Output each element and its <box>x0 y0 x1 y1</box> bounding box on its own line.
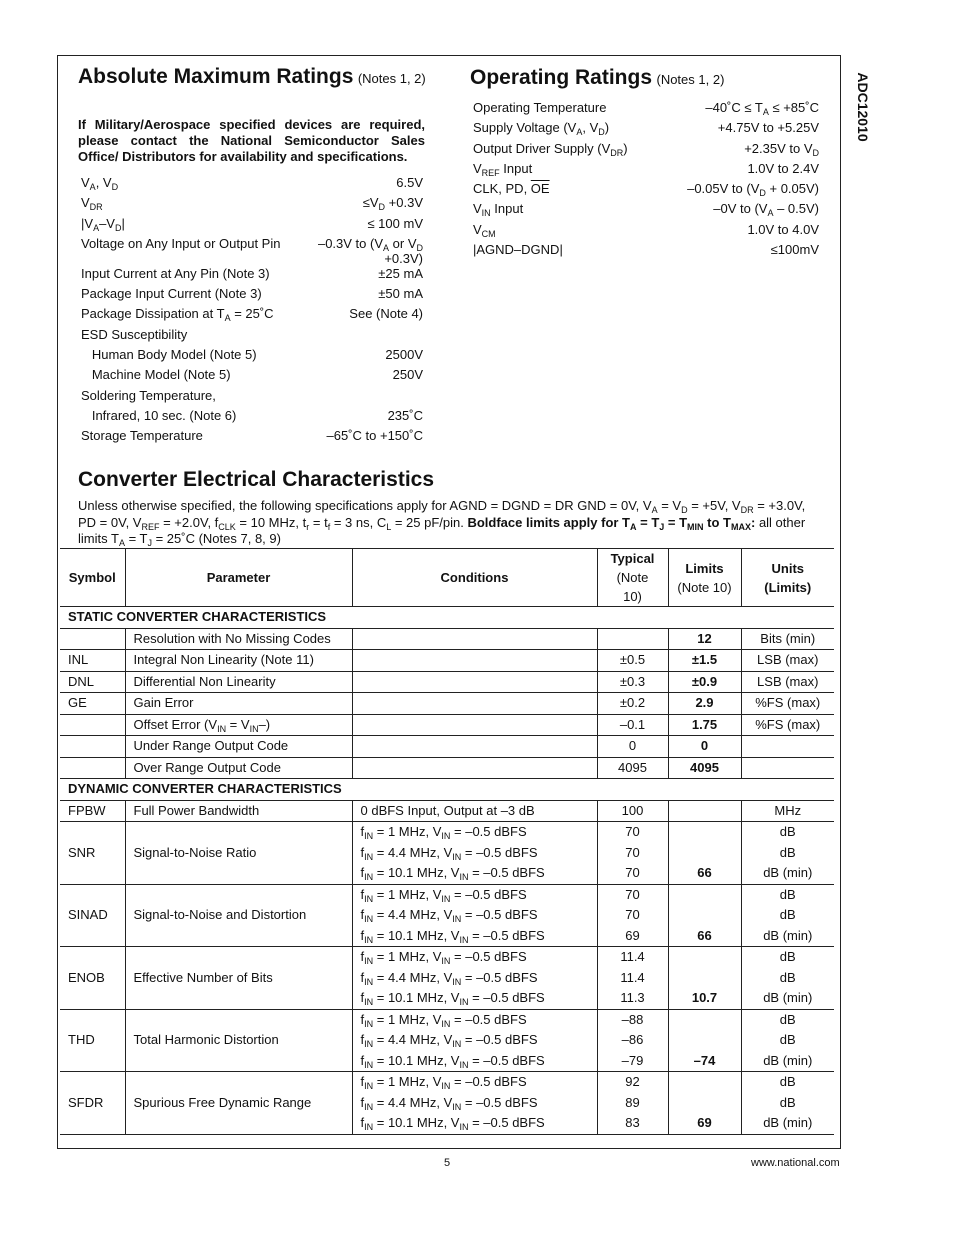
cell-parameter: Gain Error <box>125 693 352 715</box>
abs-max-label: Human Body Model (Note 5) <box>81 347 257 363</box>
abs-max-notes: (Notes 1, 2) <box>357 71 426 86</box>
abs-max-value: $\le V_D +0.3V$ <box>362 195 423 213</box>
cell-typical-line: 70 <box>625 907 640 922</box>
cell-limit-line: 69 <box>697 1115 712 1130</box>
cell-conditions <box>352 1009 597 1072</box>
cell-typical <box>597 822 668 885</box>
cell-typical-line: 11.4 <box>620 949 645 964</box>
cell-typical-line: 70 <box>625 886 640 902</box>
cell-symbol: DNL <box>60 671 125 693</box>
cell-typical <box>597 1072 668 1135</box>
abs-max-heading <box>78 66 428 90</box>
cell-limit-line: 66 <box>697 927 712 943</box>
op-rating-label: Operating Temperature <box>473 100 607 115</box>
op-rating-value: –0.05V to $(V_D + 0.05V)$ <box>687 181 819 199</box>
cell-limit-line: –74 <box>693 1052 716 1068</box>
cell-conditions <box>352 757 597 779</box>
op-rating-label: Supply Voltage ($V_A$, $V_D$) <box>473 120 610 138</box>
op-rating-row <box>473 222 819 242</box>
cell-conditions <box>352 884 597 947</box>
cell-typical: ±0.2 <box>597 693 668 715</box>
cell-typical: –0.1 <box>597 714 668 736</box>
cell-limit-line <box>677 885 733 906</box>
cell-limit <box>668 1009 741 1072</box>
abs-max-row <box>81 286 423 306</box>
abs-max-value <box>305 388 423 408</box>
abs-max-label: Package Input Current (Note 3) <box>81 286 262 302</box>
table-row <box>60 736 834 758</box>
header-conditions: Conditions <box>352 549 597 607</box>
cell-units <box>741 822 834 885</box>
op-rating-label: $V_{REF}$ Input <box>473 160 533 178</box>
cell-typical-line: 70 <box>625 865 640 880</box>
op-rating-row <box>473 181 819 201</box>
side-part-label <box>846 55 876 175</box>
cell-units-line: dB (min) <box>763 1115 813 1130</box>
cell-conditions-line: $f_{IN} = 10.1$ MHz, $V_{IN} = -0.5$ dBFS <box>360 1115 545 1132</box>
cell-units-line: dB (min) <box>763 990 813 1005</box>
table-row <box>60 947 834 1010</box>
page-number: 5 <box>444 1157 451 1169</box>
cell-symbol: SFDR <box>60 1072 125 1135</box>
abs-max-row <box>81 195 423 215</box>
cell-conditions <box>352 650 597 672</box>
op-ratings-title: Operating Ratings <box>470 66 653 89</box>
cell-units-line: dB <box>779 969 796 985</box>
cell-conditions-line: $f_{IN} = 4.4$ MHz, $V_{IN} = -0.5$ dBFS <box>360 1032 538 1049</box>
op-rating-row <box>473 201 819 221</box>
op-ratings-heading <box>470 66 724 90</box>
cell-conditions-line: $f_{IN} = 1$ MHz, $V_{IN} = -0.5$ dBFS <box>360 824 527 841</box>
cell-limit-line <box>677 968 733 989</box>
cell-units <box>741 884 834 947</box>
cell-units-line: dB <box>779 844 796 860</box>
cell-parameter: Over Range Output Code <box>125 757 352 779</box>
cell-parameter: Under Range Output Code <box>125 736 352 758</box>
abs-max-value <box>305 327 423 347</box>
abs-max-label: $V_{DR}$ <box>81 195 103 213</box>
table-row <box>60 714 834 736</box>
cell-units-line: dB <box>779 949 796 964</box>
abs-max-value: ≤ 100 mV <box>367 215 423 231</box>
cell-symbol <box>60 757 125 779</box>
cell-typical-line: 69 <box>625 927 640 943</box>
cell-conditions <box>352 628 597 650</box>
abs-max-value: See (Note 4) <box>349 306 423 322</box>
op-rating-value: –40˚C ≤ $T_A$ ≤ +85˚C <box>705 100 819 117</box>
cell-units: %FS (max) <box>741 714 834 736</box>
abs-max-label: Input Current at Any Pin (Note 3) <box>81 265 270 281</box>
abs-max-label: $|V_A-V_D|$ <box>81 215 125 233</box>
characteristics-table <box>60 548 834 1135</box>
cell-units <box>741 736 834 758</box>
abs-max-value: ±50 mA <box>378 286 423 302</box>
cell-limit <box>668 884 741 947</box>
cell-units-line: dB <box>779 907 796 922</box>
op-rating-row <box>473 242 819 262</box>
cell-units-line: dB (min) <box>763 927 813 943</box>
cell-limit-line <box>677 843 733 864</box>
cell-typical <box>597 884 668 947</box>
cell-parameter: Spurious Free Dynamic Range <box>125 1072 352 1135</box>
op-rating-value: +4.75V to +5.25V <box>717 120 819 136</box>
cell-typical <box>597 947 668 1010</box>
cell-symbol: INL <box>60 650 125 672</box>
cell-typical-line: 70 <box>625 844 640 860</box>
part-number: ADC12010 <box>855 72 871 142</box>
cell-symbol <box>60 628 125 650</box>
cell-limit-line <box>677 947 733 968</box>
cell-units-line: dB <box>779 1011 796 1027</box>
table-row <box>60 884 834 947</box>
table-row <box>60 693 834 715</box>
op-rating-label: CLK, PD, $\overline{OE}$ <box>473 181 550 197</box>
op-rating-row <box>473 120 819 140</box>
header-parameter: Parameter <box>125 549 352 607</box>
cell-units-line: dB (min) <box>763 1052 813 1068</box>
abs-max-value: 235˚C <box>387 407 423 423</box>
cell-typical-line: –86 <box>621 1032 644 1047</box>
table-row <box>60 671 834 693</box>
cell-units: MHz <box>741 800 834 822</box>
cec-title: Converter Electrical Characteristics <box>78 468 435 491</box>
cell-typical-line: –79 <box>621 1052 644 1068</box>
cell-limit <box>668 1072 741 1135</box>
table-row <box>60 1072 834 1135</box>
abs-max-label: Machine Model (Note 5) <box>81 367 231 383</box>
cell-conditions-line: $f_{IN} = 10.1$ MHz, $V_{IN} = -0.5$ dBFS <box>360 1052 545 1070</box>
cell-typical <box>597 628 668 650</box>
op-rating-label: $V_{IN}$ Input <box>473 201 524 219</box>
cell-units <box>741 947 834 1010</box>
cell-limit-line <box>677 905 733 926</box>
cell-units <box>741 1072 834 1135</box>
table-row <box>60 650 834 672</box>
cell-symbol: SINAD <box>60 884 125 947</box>
cell-limit: 2.9 <box>668 693 741 715</box>
cell-symbol <box>60 736 125 758</box>
abs-max-value: 6.5V <box>396 175 423 190</box>
cell-typical: ±0.3 <box>597 671 668 693</box>
cell-typical-line: –88 <box>621 1011 644 1027</box>
cell-conditions <box>352 714 597 736</box>
abs-max-table <box>81 175 423 449</box>
cell-units: Bits (min) <box>741 628 834 650</box>
cell-limit-line <box>677 822 733 843</box>
op-rating-value: ≤100mV <box>770 242 819 258</box>
op-rating-label: Output Driver Supply $(V_{DR})$ <box>473 140 628 158</box>
cell-typical: 100 <box>597 800 668 822</box>
cell-parameter: Differential Non Linearity <box>125 671 352 693</box>
op-rating-row <box>473 100 819 120</box>
cell-conditions <box>352 822 597 885</box>
cell-conditions-line: $f_{IN} = 1$ MHz, $V_{IN} = -0.5$ dBFS <box>360 949 527 966</box>
cell-symbol: THD <box>60 1009 125 1072</box>
cell-conditions-line: $f_{IN} = 1$ MHz, $V_{IN} = -0.5$ dBFS <box>360 1074 527 1091</box>
cell-conditions: 0 dBFS Input, Output at –3 dB <box>352 800 597 822</box>
cell-limit-line: 66 <box>697 865 712 880</box>
table-row <box>60 822 834 885</box>
cell-limit: ±0.9 <box>668 671 741 693</box>
abs-max-value: ±25 mA <box>378 265 423 281</box>
cell-typical-line: 11.4 <box>620 969 645 985</box>
cell-conditions <box>352 1072 597 1135</box>
cell-limit: 12 <box>668 628 741 650</box>
cell-typical-line: 83 <box>625 1115 640 1130</box>
abs-max-value: 2500V <box>385 347 423 363</box>
table-header-row <box>60 549 834 607</box>
cec-intro: Unless otherwise specified, the following specifications apply for AGND = DGND = DR GND = 0V, $V_A = V_D = +5V$, $V_{DR} = +3.0V$, PD = 0V, $V_{REF} = +2.0V$, $f_{CLK} = 10$ MHz, $t_r = t_f = 3$ ns, $C_L = 25$ pF/pin. Boldface limits apply for $T_A = T_J = T_{MIN}$ to $T_{MAX}$: all other limits $T_A = T_J$ = 25˚C (Notes 7, 8, 9) <box>78 498 806 548</box>
abs-max-label: Package Dissipation at $T_A$ = 25˚C <box>81 306 274 324</box>
cell-conditions-line: $f_{IN} = 1$ MHz, $V_{IN} = -0.5$ dBFS <box>360 1011 527 1029</box>
cell-conditions <box>352 671 597 693</box>
abs-max-row <box>81 236 423 266</box>
cell-limit-line <box>677 1093 733 1114</box>
op-ratings-table <box>473 100 819 262</box>
header-limits: Limits (Note 10) <box>668 549 741 607</box>
cell-limit-line <box>677 1010 733 1031</box>
cell-typical: ±0.5 <box>597 650 668 672</box>
cell-conditions-line: $f_{IN} = 4.4$ MHz, $V_{IN} = -0.5$ dBFS <box>360 969 538 987</box>
abs-max-value: –0.3V to ($V_A$ or $V_D$ +0.3V) <box>317 235 423 266</box>
dynamic-section-title: DYNAMIC CONVERTER CHARACTERISTICS <box>60 779 834 801</box>
cell-parameter: Effective Number of Bits <box>125 947 352 1010</box>
cell-conditions <box>352 693 597 715</box>
cell-units-line: dB <box>779 1032 796 1047</box>
cell-conditions-line: $f_{IN} = 1$ MHz, $V_{IN} = -0.5$ dBFS <box>360 886 527 904</box>
abs-max-value: –65˚C to +150˚C <box>326 428 423 444</box>
cell-parameter: Resolution with No Missing Codes <box>125 628 352 650</box>
cell-limit: 4095 <box>668 757 741 779</box>
cell-units-line: dB <box>779 1074 796 1089</box>
static-section-title-row <box>60 607 834 629</box>
cell-conditions <box>352 947 597 1010</box>
cell-parameter: Signal-to-Noise and Distortion <box>125 884 352 947</box>
abs-max-label: Soldering Temperature, <box>81 387 216 403</box>
cell-symbol: FPBW <box>60 800 125 822</box>
abs-max-value: 250V <box>392 367 423 383</box>
abs-max-row <box>81 216 423 236</box>
abs-max-label: Storage Temperature <box>81 428 203 444</box>
cell-units: %FS (max) <box>741 693 834 715</box>
table-row <box>60 628 834 650</box>
cell-typical: 0 <box>597 736 668 758</box>
op-rating-value: 1.0V to 4.0V <box>747 221 819 237</box>
cell-typical: 4095 <box>597 757 668 779</box>
cell-limit: ±1.5 <box>668 650 741 672</box>
cell-parameter: Signal-to-Noise Ratio <box>125 822 352 885</box>
op-rating-label: |AGND–DGND| <box>473 242 563 258</box>
cell-limit <box>668 800 741 822</box>
table-row <box>60 1009 834 1072</box>
table-row <box>60 800 834 822</box>
abs-max-row <box>81 347 423 367</box>
table-row <box>60 757 834 779</box>
abs-max-label: $V_A$, $V_D$ <box>81 175 119 192</box>
static-section-title: STATIC CONVERTER CHARACTERISTICS <box>60 607 834 629</box>
cell-conditions <box>352 736 597 758</box>
cell-symbol <box>60 714 125 736</box>
cell-units <box>741 757 834 779</box>
abs-max-label: ESD Susceptibility <box>81 326 188 342</box>
cell-typical <box>597 1009 668 1072</box>
abs-max-row <box>81 175 423 195</box>
abs-max-label: Voltage on Any Input or Output Pin <box>81 235 281 251</box>
cell-conditions-line: $f_{IN} = 4.4$ MHz, $V_{IN} = -0.5$ dBFS <box>360 907 538 924</box>
cell-units-line: dB <box>779 824 796 839</box>
cell-conditions-line: $f_{IN} = 10.1$ MHz, $V_{IN} = -0.5$ dBFS <box>360 927 545 945</box>
cell-parameter: Offset Error $(V_{IN} = V_{IN}-)$ <box>125 714 352 736</box>
op-rating-label: $V_{CM}$ <box>473 221 496 239</box>
cell-units: LSB (max) <box>741 650 834 672</box>
op-ratings-notes: (Notes 1, 2) <box>656 72 725 87</box>
op-rating-value: –0V to $(V_A - 0.5V)$ <box>713 201 819 219</box>
cell-symbol: ENOB <box>60 947 125 1010</box>
dynamic-section-title-row <box>60 779 834 801</box>
op-rating-row <box>473 161 819 181</box>
cell-typical-line: 70 <box>625 824 640 839</box>
abs-max-row <box>81 408 423 428</box>
cell-limit <box>668 947 741 1010</box>
cell-conditions-line: $f_{IN} = 4.4$ MHz, $V_{IN} = -0.5$ dBFS <box>360 844 538 862</box>
cell-units-line: dB <box>779 886 796 902</box>
cell-units: LSB (max) <box>741 671 834 693</box>
cell-limit: 0 <box>668 736 741 758</box>
cell-limit-line <box>677 1072 733 1093</box>
cell-limit: 1.75 <box>668 714 741 736</box>
abs-max-label: Infrared, 10 sec. (Note 6) <box>81 407 237 423</box>
cell-units-line: dB <box>779 1094 796 1110</box>
cell-limit <box>668 822 741 885</box>
cell-units <box>741 1009 834 1072</box>
header-units: Units (Limits) <box>741 549 834 607</box>
header-symbol: Symbol <box>60 549 125 607</box>
military-notice: If Military/Aerospace specified devices are required, please contact the National Semiconductor Sales Office/ Distributors for availability and specifications. <box>78 117 425 164</box>
cell-typical-line: 92 <box>625 1074 640 1089</box>
op-rating-row <box>473 141 819 161</box>
cell-parameter: Integral Non Linearity (Note 11) <box>125 650 352 672</box>
cell-parameter: Full Power Bandwidth <box>125 800 352 822</box>
cell-conditions-line: $f_{IN} = 10.1$ MHz, $V_{IN} = -0.5$ dBFS <box>360 865 545 882</box>
abs-max-row <box>81 306 423 326</box>
op-rating-value: +2.35V to $V_D$ <box>744 140 819 158</box>
cell-symbol: SNR <box>60 822 125 885</box>
cell-symbol: GE <box>60 693 125 715</box>
cell-conditions-line: $f_{IN} = 10.1$ MHz, $V_{IN} = -0.5$ dBFS <box>360 990 545 1007</box>
cell-typical-line: 11.3 <box>620 990 645 1005</box>
header-typical: Typical (Note 10) <box>597 549 668 607</box>
abs-max-row <box>81 388 423 408</box>
cell-units-line: dB (min) <box>763 865 813 880</box>
abs-max-row <box>81 327 423 347</box>
abs-max-title: Absolute Maximum Ratings <box>78 65 354 88</box>
cell-conditions-line: $f_{IN} = 4.4$ MHz, $V_{IN} = -0.5$ dBFS <box>360 1094 538 1112</box>
op-rating-value: 1.0V to 2.4V <box>747 160 819 176</box>
cell-typical-line: 89 <box>625 1094 640 1110</box>
abs-max-row <box>81 266 423 286</box>
footer-website: www.national.com <box>751 1157 840 1169</box>
abs-max-row <box>81 367 423 387</box>
cell-limit-line <box>677 1030 733 1051</box>
cell-limit-line: 10.7 <box>691 990 718 1005</box>
abs-max-row <box>81 428 423 448</box>
cell-parameter: Total Harmonic Distortion <box>125 1009 352 1072</box>
